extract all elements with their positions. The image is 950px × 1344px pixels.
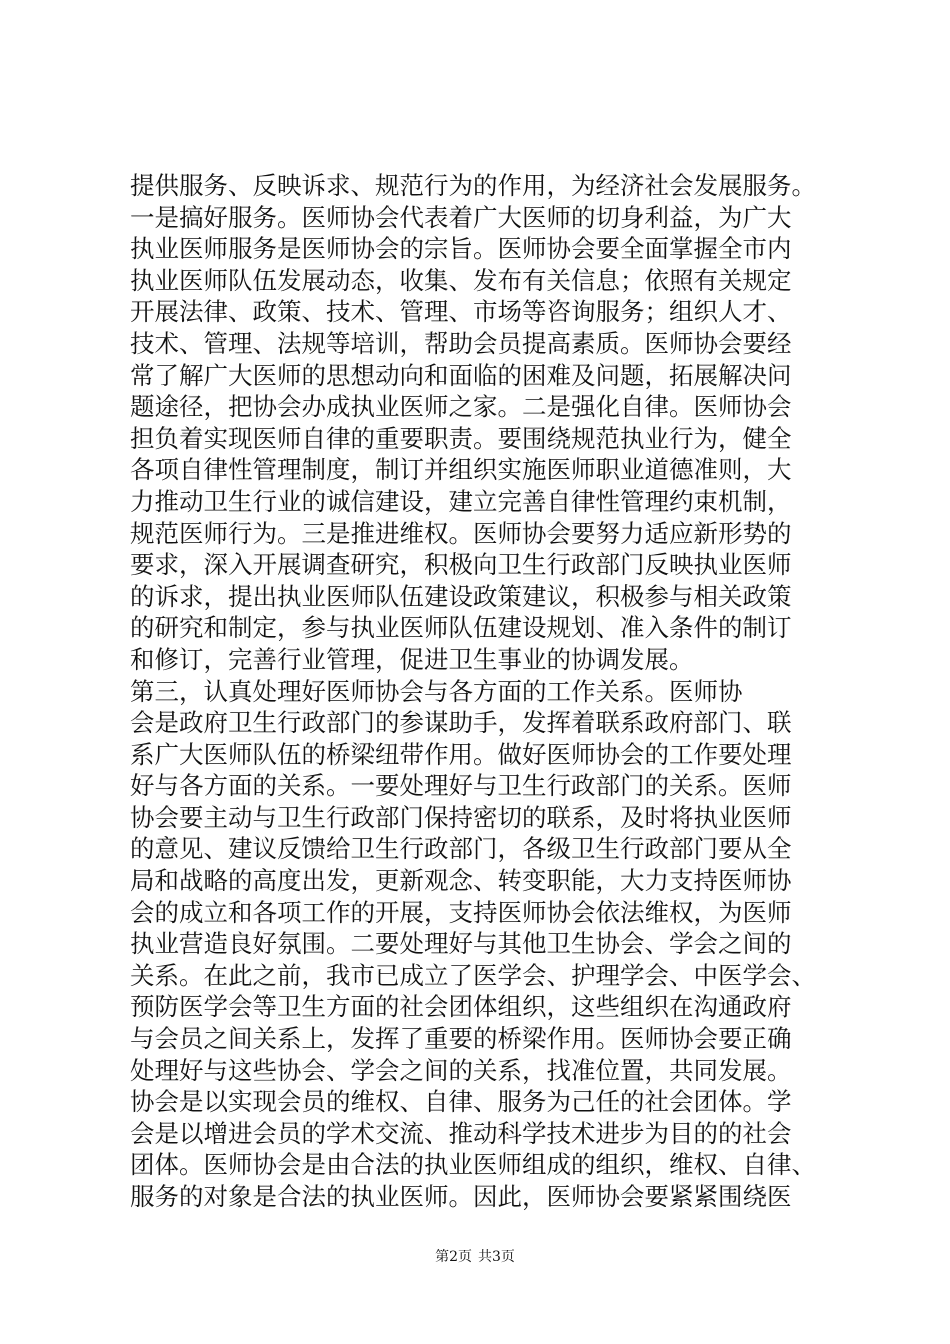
text-line: 提供服务、反映诉求、规范行为的作用，为经济社会发展服务。 [130,171,816,200]
text-line: 会是政府卫生行政部门的参谋助手，发挥着联系政府部门、联 [130,708,792,738]
text-line: 力推动卫生行业的诚信建设，建立完善自律性管理约束机制， [130,486,792,516]
text-line: 处理好与这些协会、学会之间的关系，找准位置，共同发展。 [130,1055,792,1085]
body-text [130,170,830,1213]
text-line: 规范医师行为。三是推进维权。医师协会要努力适应新形势的 [130,518,792,548]
text-line: 系广大医师队伍的桥梁纽带作用。做好医师协会的工作要处理 [130,739,792,769]
text-line: 局和战略的高度出发，更新观念、转变职能，大力支持医师协 [130,866,792,896]
text-line: 与会员之间关系上，发挥了重要的桥梁作用。医师协会要正确 [130,1024,792,1054]
text-line: 第三，认真处理好医师协会与各方面的工作关系。医师协 [130,676,743,706]
text-line: 各项自律性管理制度，制订并组织实施医师职业道德准则，大 [130,455,792,485]
text-line: 执业医师服务是医师协会的宗旨。医师协会要全面掌握全市内 [130,234,792,264]
text-line: 团体。医师协会是由合法的执业医师组成的组织，维权、自律、 [130,1150,816,1180]
text-line: 技术、管理、法规等培训，帮助会员提高素质。医师协会要经 [130,328,792,358]
text-line: 服务的对象是合法的执业医师。因此，医师协会要紧紧围绕医 [130,1182,792,1211]
text-line: 会的成立和各项工作的开展，支持医师协会依法维权，为医师 [130,897,792,927]
page-number-current: 第2页 [435,1249,472,1265]
text-line: 题途径，把协会办成执业医师之家。二是强化自律。医师协会 [130,392,792,422]
text-line: 的意见、建议反馈给卫生行政部门，各级卫生行政部门要从全 [130,834,792,864]
text-line: 协会是以实现会员的维权、自律、服务为己任的社会团体。学 [130,1087,792,1117]
text-line: 执业营造良好氛围。二要处理好与其他卫生协会、学会之间的 [130,929,792,959]
text-line: 好与各方面的关系。一要处理好与卫生行政部门的关系。医师 [130,771,792,801]
text-line: 一是搞好服务。医师协会代表着广大医师的切身利益，为广大 [130,202,792,232]
text-line: 和修订，完善行业管理，促进卫生事业的协调发展。 [130,644,694,674]
text-line: 会是以增进会员的学术交流、推动科学技术进步为目的的社会 [130,1118,792,1148]
text-line: 常了解广大医师的思想动向和面临的困难及问题，拓展解决问 [130,360,792,390]
text-line: 的研究和制定，参与执业医师队伍建设规划、准入条件的制订 [130,613,792,643]
text-line: 担负着实现医师自律的重要职责。要围绕规范执业行为，健全 [130,423,792,453]
text-line: 要求，深入开展调查研究，积极向卫生行政部门反映执业医师 [130,550,792,580]
page-number-total: 共3页 [478,1249,515,1265]
text-line: 协会要主动与卫生行政部门保持密切的联系，及时将执业医师 [130,802,792,832]
text-line: 执业医师队伍发展动态，收集、发布有关信息；依照有关规定 [130,265,792,295]
page-footer [0,1247,950,1267]
text-line: 预防医学会等卫生方面的社会团体组织，这些组织在沟通政府 [130,992,792,1022]
text-line: 关系。在此之前，我市已成立了医学会、护理学会、中医学会、 [130,960,816,990]
text-line: 开展法律、政策、技术、管理、市场等咨询服务；组织人才、 [130,297,792,327]
text-line: 的诉求，提出执业医师队伍建设政策建议，积极参与相关政策 [130,581,792,611]
